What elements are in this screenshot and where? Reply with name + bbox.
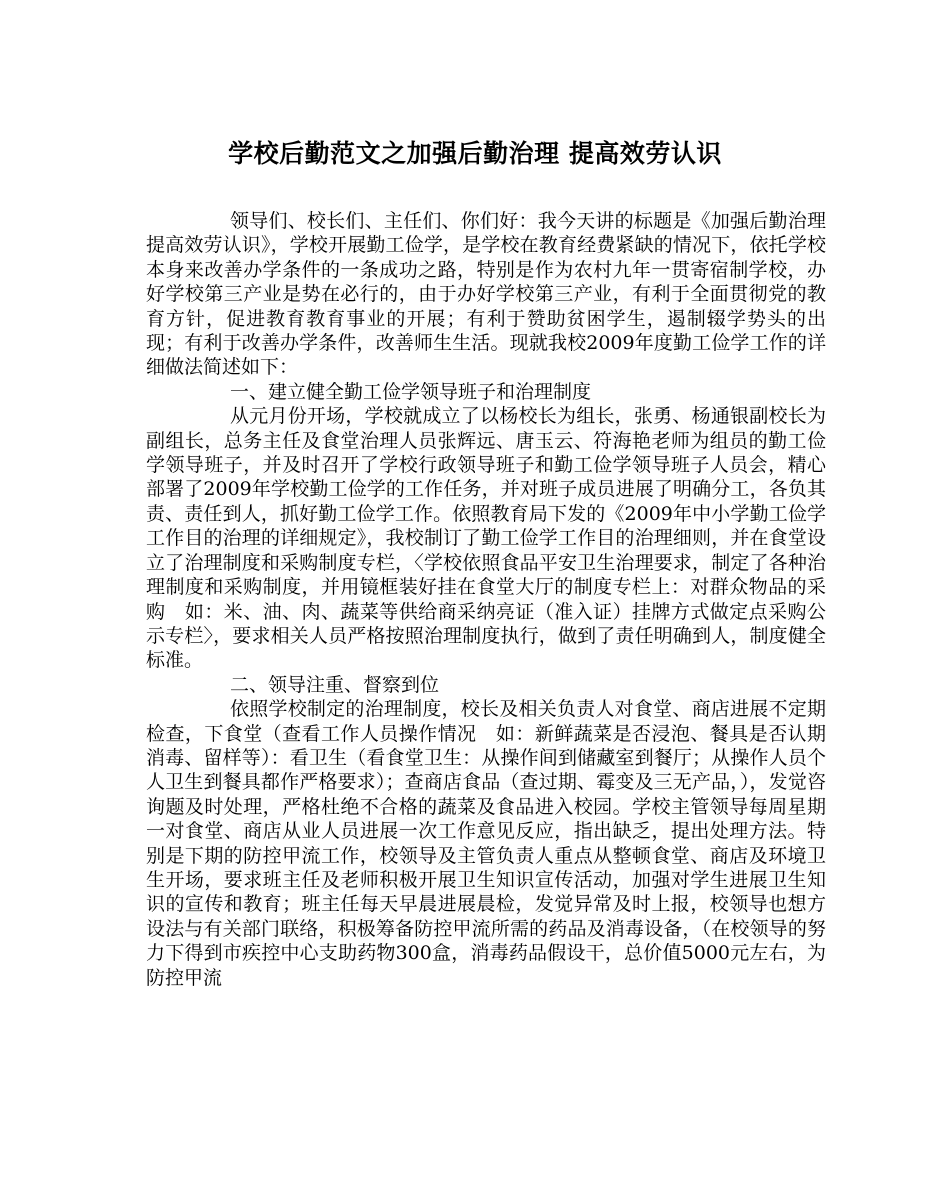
section-heading-1: 一、建立健全勤工俭学领导班子和治理制度 bbox=[230, 380, 592, 403]
document-title: 学校后勤范文之加强后勤治理 提高效劳认识 bbox=[228, 139, 722, 168]
paragraph-intro: 领导们、校长们、主任们、你们好：我今天讲的标题是《加强后勤治理 提高效劳认识》，学校开展勤工俭学，是学校在教育经费紧缺的情况下，依托学校本身来改善办学条件的一条成功之路，特别是作为农村九年一贯寄宿制学校，办好学校第三产业是势在必行的，由于办好学校第三产业，有利于全面贯彻党的教育方针，促进教育教育事业的开展；有利于赞助贫困学生，遏制辍学势头的出现；有利于改善办学条件，改善师生生活。现就我校2009年度勤工俭学工作的详细做法简述如下： bbox=[146, 210, 865, 379]
section-heading-2: 二、领导注重、督察到位 bbox=[230, 673, 440, 696]
document-body bbox=[146, 209, 865, 990]
paragraph-section-1: 从元月份开场，学校就成立了以杨校长为组长，张勇、杨通银副校长为副组长，总务主任及食堂治理人员张辉远、唐玉云、符海艳老师为组员的勤工俭学领导班子，并及时召开了学校行政领导班子和勤工俭学领导班子人员会，精心部署了2009年学校勤工俭学的工作任务，并对班子成员进展了明确分工，各负其责、责任到人，抓好勤工俭学工作。依照教育局下发的《2009年中小学勤工俭学工作目的治理的详细规定》，我校制订了勤工俭学工作目的治理细则，并在食堂设立了治理制度和采购制度专栏，〈学校依照食品平安卫生治理要求，制定了各种治理制度和采购制度，并用镜框装好挂在食堂大厅的制度专栏上：对群众物品的采购 如：米、油、肉、蔬菜等供给商采纳亮证（准入证）挂牌方式做定点采购公示专栏〉，要求相关人员严格按照治理制度执行，做到了责任明确到人，制度健全标准。 bbox=[146, 405, 826, 672]
paragraph-section-2: 依照学校制定的治理制度，校长及相关负责人对食堂、商店进展不定期检查，下食堂（查看工作人员操作情况 如：新鲜蔬菜是否浸泡、餐具是否认期消毒、留样等）：看卫生（看食堂卫生：从操作间到储藏室到餐厅；从操作人员个人卫生到餐具都作严格要求）；查商店食品（查过期、霉变及三无产品，），发觉咨询题及时处理，严格杜绝不合格的蔬菜及食品进入校园。学校主管领导每周星期一对食堂、商店从业人员进展一次工作意见反应，指出缺乏，提出处理方法。特别是下期的防控甲流工作，校领导及主管负责人重点从整顿食堂、商店及环境卫生开场，要求班主任及老师积极开展卫生知识宣传活动，加强对学生进展卫生知识的宣传和教育；班主任每天早晨进展晨检，发觉异常及时上报，校领导也想方设法与有关部门联络，积极筹备防控甲流所需的药品及消毒设备，（在校领导的努力下得到市疾控中心支助药物300盒，消毒药品假设干，总价值5000元左右，为防控甲流 bbox=[146, 698, 826, 989]
